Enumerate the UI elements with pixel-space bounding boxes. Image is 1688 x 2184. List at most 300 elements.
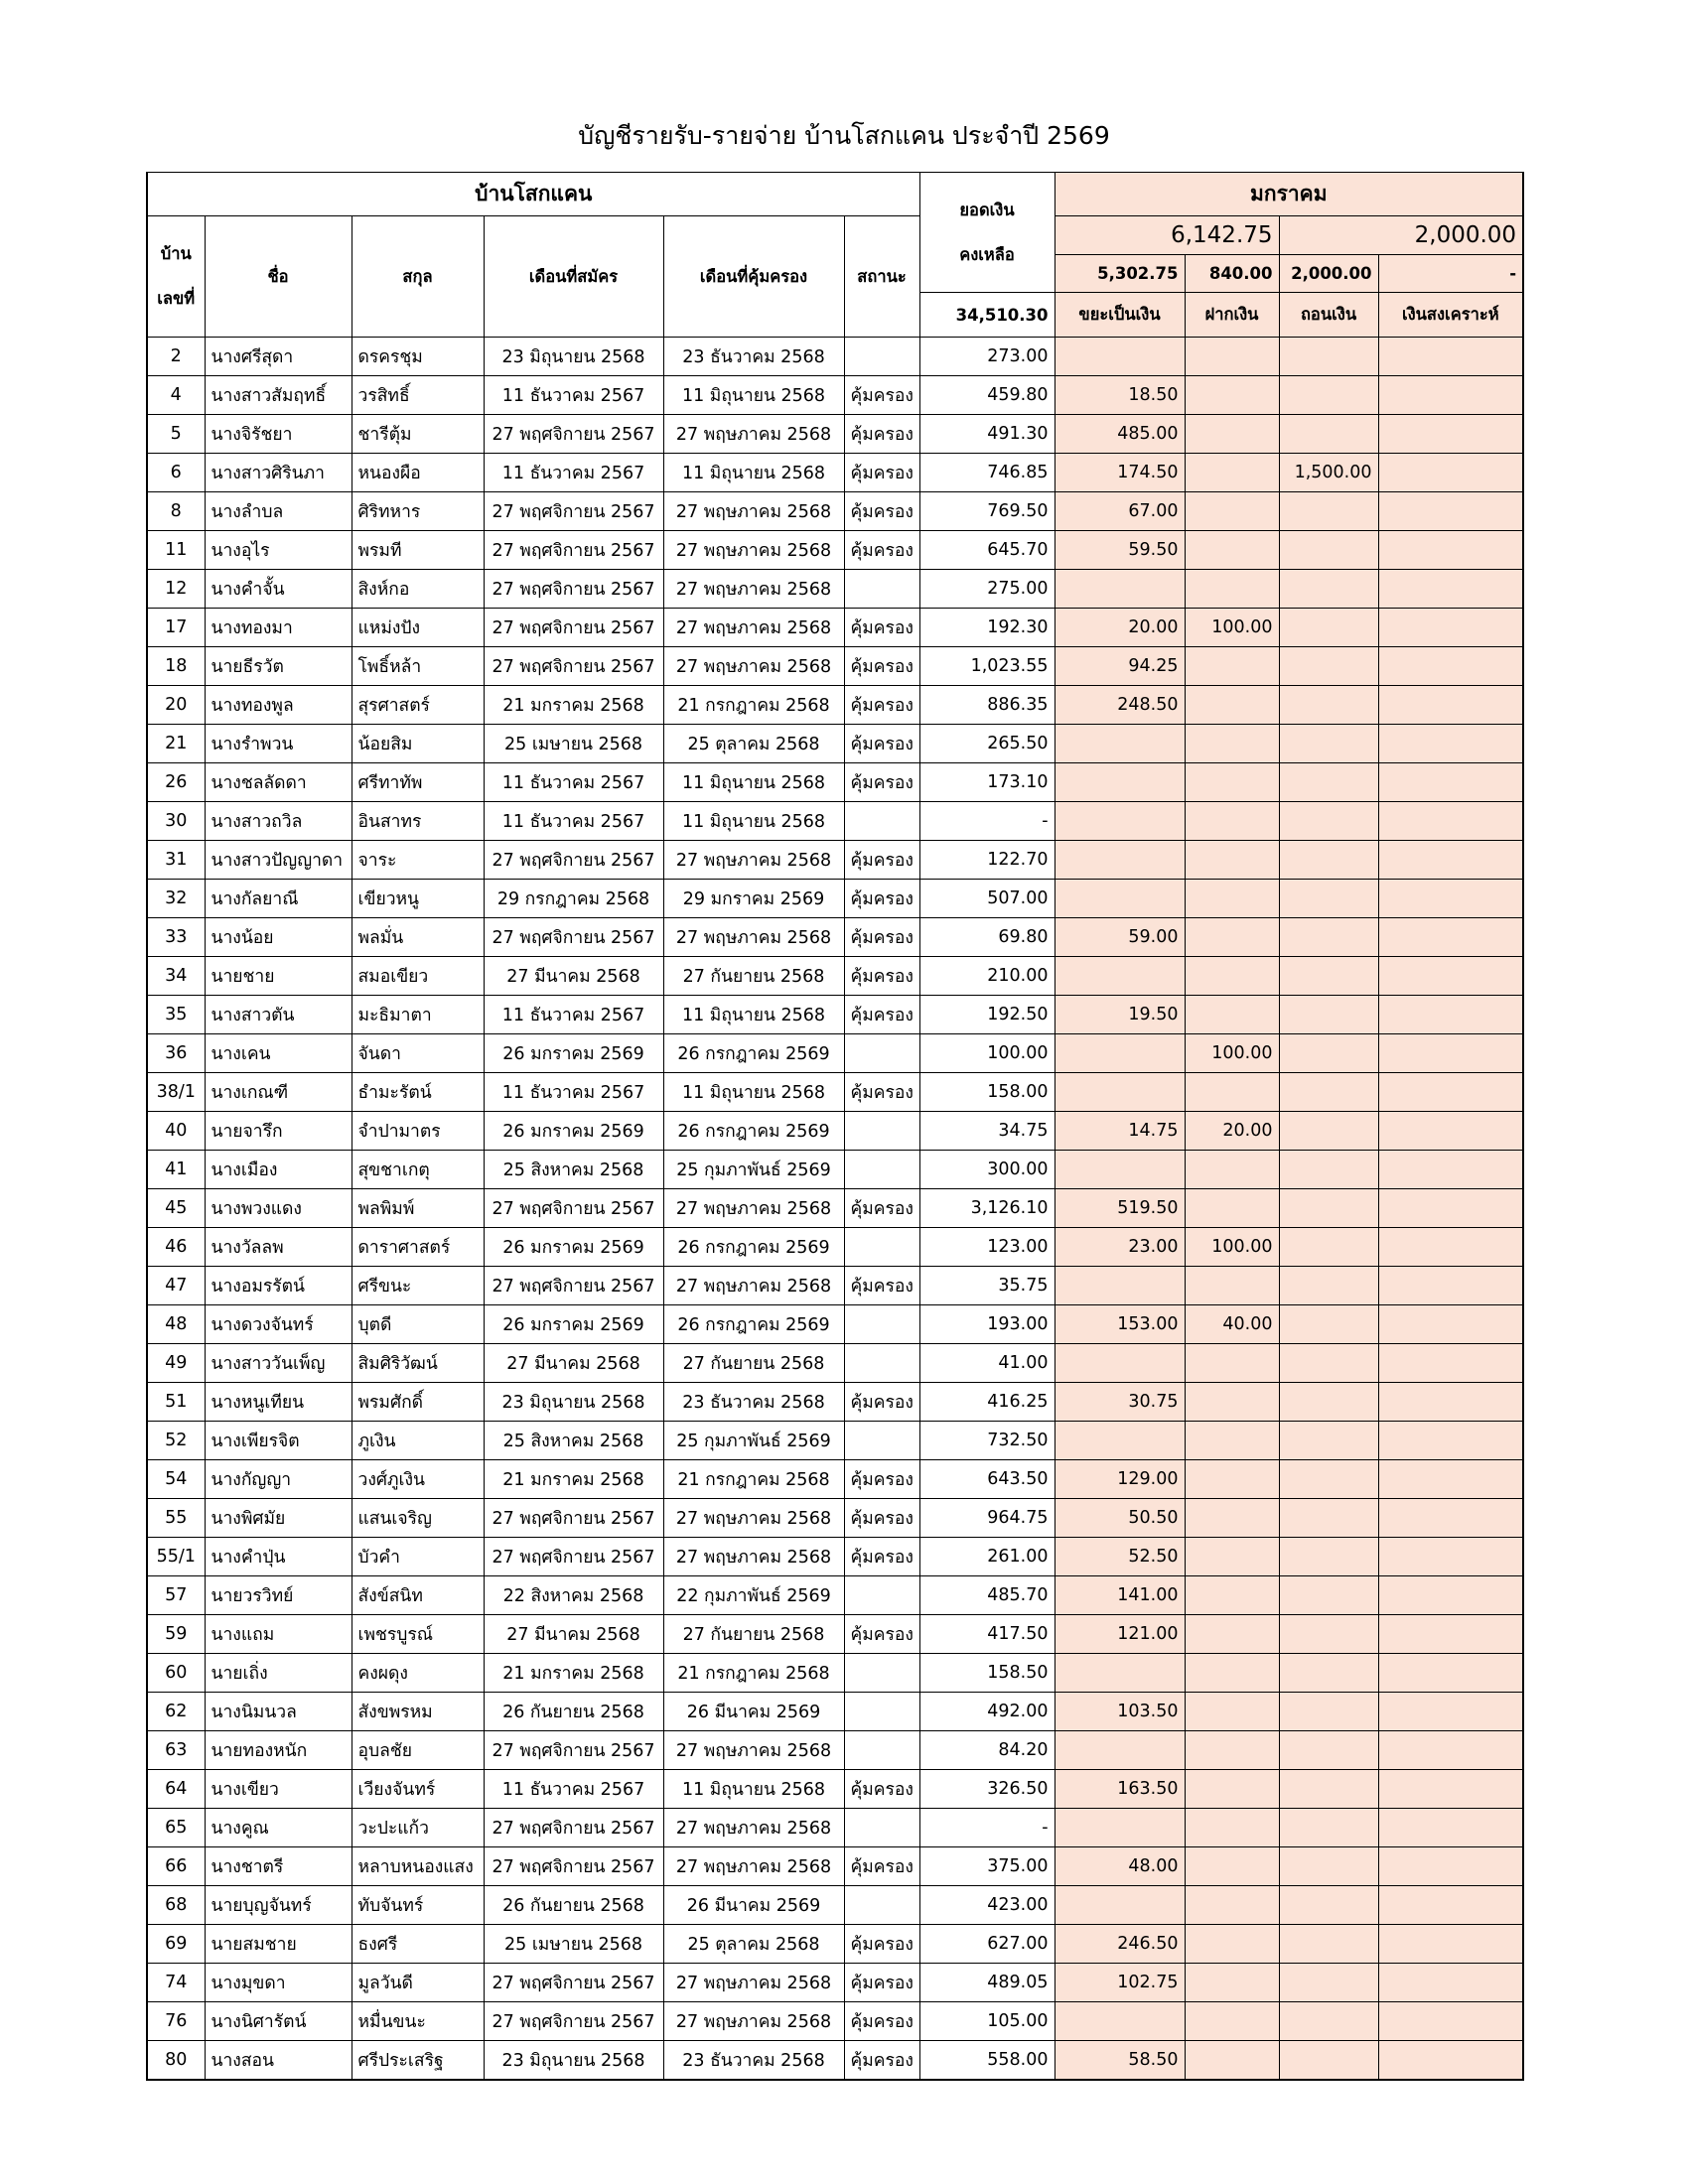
withdraw-cell [1279,1731,1378,1770]
welfare-cell [1378,1305,1523,1344]
deposit-cell: 100.00 [1185,609,1279,647]
table-row [147,1189,1523,1228]
surname-cell: วงศ์ภูเงิน [352,1460,484,1499]
house-no-cell: 63 [147,1731,205,1770]
deposit-cell [1185,570,1279,609]
withdraw-cell [1279,1112,1378,1151]
balance-header-line1: ยอดเงิน [959,200,1015,219]
balance-cell: 192.50 [919,996,1055,1034]
protected-cell: 26 กรกฎาคม 2569 [663,1112,844,1151]
col-name: ชื่อ [205,216,352,338]
deposit-cell [1185,1151,1279,1189]
balance-cell: 3,126.10 [919,1189,1055,1228]
house-no-cell: 5 [147,415,205,454]
deposit-cell [1185,1964,1279,2002]
applied-cell: 22 สิงหาคม 2568 [484,1576,663,1615]
waste-cell [1055,2002,1185,2041]
table-row [147,1538,1523,1576]
protected-cell: 26 กรกฎาคม 2569 [663,1305,844,1344]
name-cell: นางชาตรี [205,1847,352,1886]
name-cell: นายทองหนัก [205,1731,352,1770]
waste-cell: 30.75 [1055,1383,1185,1422]
balance-cell: 158.00 [919,1073,1055,1112]
surname-cell: พรมศักดิ์ [352,1383,484,1422]
surname-cell: พลมั่น [352,918,484,957]
balance-cell: 491.30 [919,415,1055,454]
table-row [147,957,1523,996]
balance-cell: 416.25 [919,1383,1055,1422]
welfare-cell [1378,647,1523,686]
status-cell: คุ้มครอง [844,2041,919,2081]
table-row [147,725,1523,763]
protected-cell: 21 กรกฎาคม 2568 [663,686,844,725]
status-cell: คุ้มครอง [844,531,919,570]
withdraw-cell [1279,1538,1378,1576]
withdraw-cell: 1,500.00 [1279,454,1378,492]
withdraw-cell [1279,1964,1378,2002]
waste-cell: 129.00 [1055,1460,1185,1499]
name-cell: นางนิศารัตน์ [205,2002,352,2041]
welfare-cell [1378,1499,1523,1538]
applied-cell: 11 ธันวาคม 2567 [484,1073,663,1112]
surname-cell: วะปะแก้ว [352,1809,484,1847]
balance-cell: 105.00 [919,2002,1055,2041]
withdraw-cell [1279,531,1378,570]
protected-cell: 27 พฤษภาคม 2568 [663,1809,844,1847]
waste-cell [1055,1344,1185,1383]
applied-cell: 27 พฤศจิกายน 2567 [484,841,663,880]
name-cell: นางศรีสุดา [205,338,352,376]
balance-cell: 158.50 [919,1654,1055,1693]
surname-cell: สุรศาสตร์ [352,686,484,725]
applied-cell: 27 พฤศจิกายน 2567 [484,1189,663,1228]
deposit-cell [1185,841,1279,880]
table-row [147,1344,1523,1383]
col-house-no [147,216,205,338]
withdraw-cell [1279,996,1378,1034]
waste-cell: 18.50 [1055,376,1185,415]
withdraw-cell [1279,1267,1378,1305]
balance-cell: 489.05 [919,1964,1055,2002]
deposit-cell [1185,880,1279,918]
deposit-cell [1185,918,1279,957]
status-cell: คุ้มครอง [844,1770,919,1809]
waste-cell [1055,763,1185,802]
welfare-cell [1378,686,1523,725]
balance-cell: 886.35 [919,686,1055,725]
deposit-cell [1185,1615,1279,1654]
applied-cell: 27 พฤศจิกายน 2567 [484,647,663,686]
status-cell: คุ้มครอง [844,1499,919,1538]
deposit-cell [1185,1499,1279,1538]
table-row [147,531,1523,570]
balance-cell: 643.50 [919,1460,1055,1499]
house-no-cell: 6 [147,454,205,492]
protected-cell: 26 กรกฎาคม 2569 [663,1034,844,1073]
welfare-cell [1378,802,1523,841]
name-cell: นายสมชาย [205,1925,352,1964]
table-row [147,1886,1523,1925]
surname-cell: ดรครชุม [352,338,484,376]
name-cell: นางกัลยาณี [205,880,352,918]
protected-cell: 27 พฤษภาคม 2568 [663,918,844,957]
balance-cell: 326.50 [919,1770,1055,1809]
deposit-cell [1185,1460,1279,1499]
deposit-cell [1185,1073,1279,1112]
surname-cell: ภูเงิน [352,1422,484,1460]
protected-cell: 23 ธันวาคม 2568 [663,338,844,376]
surname-cell: ธำมะรัตน์ [352,1073,484,1112]
table-row [147,1615,1523,1654]
surname-cell: คงผดุง [352,1654,484,1693]
protected-cell: 25 ตุลาคม 2568 [663,725,844,763]
surname-cell: ดาราศาสตร์ [352,1228,484,1267]
applied-cell: 27 พฤศจิกายน 2567 [484,1499,663,1538]
balance-cell: 459.80 [919,376,1055,415]
status-cell [844,338,919,376]
withdraw-cell [1279,647,1378,686]
table-row [147,1964,1523,2002]
surname-cell: จำปามาตร [352,1112,484,1151]
protected-cell: 11 มิถุนายน 2568 [663,1073,844,1112]
protected-cell: 23 ธันวาคม 2568 [663,2041,844,2081]
welfare-cell [1378,531,1523,570]
status-cell: คุ้มครอง [844,609,919,647]
balance-cell: 261.00 [919,1538,1055,1576]
waste-cell: 94.25 [1055,647,1185,686]
deposit-cell [1185,996,1279,1034]
name-cell: นางสาววันเพ็ญ [205,1344,352,1383]
status-cell: คุ้มครอง [844,725,919,763]
welfare-cell [1378,1189,1523,1228]
welfare-cell [1378,1073,1523,1112]
welfare-cell [1378,1460,1523,1499]
welfare-cell [1378,1731,1523,1770]
surname-cell: สิมศิริวัฒน์ [352,1344,484,1383]
surname-cell: เวียงจันทร์ [352,1770,484,1809]
table-row [147,1228,1523,1267]
waste-cell [1055,802,1185,841]
status-cell [844,1654,919,1693]
sum-right: 2,000.00 [1279,216,1523,255]
welfare-cell [1378,1693,1523,1731]
withdraw-cell [1279,609,1378,647]
waste-cell: 153.00 [1055,1305,1185,1344]
name-cell: นางคำปุ่น [205,1538,352,1576]
surname-cell: เพชรบูรณ์ [352,1615,484,1654]
surname-cell: อุบลชัย [352,1731,484,1770]
name-cell: นายธีรวัต [205,647,352,686]
name-cell: นางสาวปัญญาดา [205,841,352,880]
table-row [147,1770,1523,1809]
col-status: สถานะ [844,216,919,338]
table-row [147,1654,1523,1693]
name-cell: นางเมือง [205,1151,352,1189]
protected-cell: 21 กรกฎาคม 2568 [663,1460,844,1499]
house-no-cell: 59 [147,1615,205,1654]
name-cell: นางจิรัชยา [205,415,352,454]
col-welfare: เงินสงเคราะห์ [1378,293,1523,338]
deposit-cell [1185,1267,1279,1305]
table-row [147,1422,1523,1460]
house-no-cell: 55/1 [147,1538,205,1576]
deposit-cell [1185,1383,1279,1422]
protected-cell: 27 พฤษภาคม 2568 [663,1538,844,1576]
applied-cell: 21 มกราคม 2568 [484,686,663,725]
waste-cell [1055,957,1185,996]
waste-cell: 50.50 [1055,1499,1185,1538]
name-cell: นายเถิ่ง [205,1654,352,1693]
waste-cell: 20.00 [1055,609,1185,647]
welfare-cell [1378,338,1523,376]
surname-cell: น้อยสิม [352,725,484,763]
status-cell: คุ้มครอง [844,1847,919,1886]
balance-header [919,173,1055,293]
table-row [147,415,1523,454]
deposit-cell [1185,1422,1279,1460]
withdraw-cell [1279,1847,1378,1886]
status-cell: คุ้มครอง [844,918,919,957]
withdraw-cell [1279,1576,1378,1615]
surname-cell: จาระ [352,841,484,880]
waste-cell: 14.75 [1055,1112,1185,1151]
surname-cell: หนองผือ [352,454,484,492]
deposit-cell [1185,454,1279,492]
house-no-cell: 80 [147,2041,205,2081]
balance-cell: 193.00 [919,1305,1055,1344]
withdraw-cell [1279,1383,1378,1422]
deposit-cell [1185,1654,1279,1693]
welfare-cell [1378,1151,1523,1189]
balance-cell: 34.75 [919,1112,1055,1151]
withdraw-cell [1279,725,1378,763]
ledger-table [146,172,1524,2081]
status-cell: คุ้มครอง [844,1189,919,1228]
balance-cell: 41.00 [919,1344,1055,1383]
withdraw-cell [1279,841,1378,880]
protected-cell: 27 กันยายน 2568 [663,1615,844,1654]
balance-cell: 275.00 [919,570,1055,609]
surname-cell: สังข์สนิท [352,1576,484,1615]
status-cell [844,1809,919,1847]
ledger-body [147,338,1523,2081]
month-header: มกราคม [1055,173,1523,216]
waste-cell: 141.00 [1055,1576,1185,1615]
house-no-cell: 74 [147,1964,205,2002]
status-cell [844,1422,919,1460]
name-cell: นางสาวศิรินภา [205,454,352,492]
applied-cell: 11 ธันวาคม 2567 [484,802,663,841]
protected-cell: 27 พฤษภาคม 2568 [663,531,844,570]
protected-cell: 27 พฤษภาคม 2568 [663,1847,844,1886]
name-cell: นางเขียว [205,1770,352,1809]
protected-cell: 27 กันยายน 2568 [663,1344,844,1383]
protected-cell: 22 กุมภาพันธ์ 2569 [663,1576,844,1615]
applied-cell: 27 พฤศจิกายน 2567 [484,1267,663,1305]
protected-cell: 25 ตุลาคม 2568 [663,1925,844,1964]
protected-cell: 26 กรกฎาคม 2569 [663,1228,844,1267]
name-cell: นายจารึก [205,1112,352,1151]
waste-cell: 23.00 [1055,1228,1185,1267]
house-no-cell: 33 [147,918,205,957]
protected-cell: 27 พฤษภาคม 2568 [663,1731,844,1770]
house-no-cell: 51 [147,1383,205,1422]
welfare-cell [1378,415,1523,454]
name-cell: นางสอน [205,2041,352,2081]
balance-cell: 273.00 [919,338,1055,376]
withdraw-cell [1279,1073,1378,1112]
balance-cell: 84.20 [919,1731,1055,1770]
deposit-cell [1185,1538,1279,1576]
subtotal-welfare: - [1378,255,1523,293]
table-row [147,802,1523,841]
balance-cell: 123.00 [919,1228,1055,1267]
applied-cell: 26 กันยายน 2568 [484,1886,663,1925]
balance-cell: 492.00 [919,1693,1055,1731]
welfare-cell [1378,918,1523,957]
deposit-cell [1185,1731,1279,1770]
applied-cell: 26 มกราคม 2569 [484,1112,663,1151]
withdraw-cell [1279,1151,1378,1189]
house-no-cell: 52 [147,1422,205,1460]
waste-cell [1055,841,1185,880]
name-cell: นางนิมนวล [205,1693,352,1731]
balance-cell: 1,023.55 [919,647,1055,686]
waste-cell: 59.00 [1055,918,1185,957]
applied-cell: 27 พฤศจิกายน 2567 [484,531,663,570]
waste-cell [1055,1731,1185,1770]
house-no-cell: 65 [147,1809,205,1847]
applied-cell: 11 ธันวาคม 2567 [484,996,663,1034]
withdraw-cell [1279,918,1378,957]
waste-cell: 519.50 [1055,1189,1185,1228]
balance-cell: 507.00 [919,880,1055,918]
waste-cell: 102.75 [1055,1964,1185,2002]
welfare-cell [1378,492,1523,531]
table-row [147,454,1523,492]
surname-cell: ศิริทหาร [352,492,484,531]
house-no-cell: 21 [147,725,205,763]
applied-cell: 11 ธันวาคม 2567 [484,376,663,415]
deposit-cell: 100.00 [1185,1228,1279,1267]
sum-left: 6,142.75 [1055,216,1279,255]
withdraw-cell [1279,2041,1378,2081]
name-cell: นางเคน [205,1034,352,1073]
waste-cell: 19.50 [1055,996,1185,1034]
applied-cell: 27 มีนาคม 2568 [484,1615,663,1654]
balance-cell: 964.75 [919,1499,1055,1538]
applied-cell: 27 พฤศจิกายน 2567 [484,1847,663,1886]
protected-cell: 27 พฤษภาคม 2568 [663,647,844,686]
status-cell: คุ้มครอง [844,686,919,725]
balance-cell: 746.85 [919,454,1055,492]
withdraw-cell [1279,415,1378,454]
status-cell: คุ้มครอง [844,1383,919,1422]
status-cell [844,1034,919,1073]
applied-cell: 27 พฤศจิกายน 2567 [484,1731,663,1770]
applied-cell: 27 มีนาคม 2568 [484,957,663,996]
status-cell: คุ้มครอง [844,1460,919,1499]
protected-cell: 11 มิถุนายน 2568 [663,802,844,841]
balance-cell: 122.70 [919,841,1055,880]
deposit-cell: 100.00 [1185,1034,1279,1073]
house-no-cell: 32 [147,880,205,918]
withdraw-cell [1279,1693,1378,1731]
applied-cell: 26 มกราคม 2569 [484,1228,663,1267]
house-no-cell: 60 [147,1654,205,1693]
withdraw-cell [1279,1228,1378,1267]
withdraw-cell [1279,492,1378,531]
welfare-cell [1378,1228,1523,1267]
applied-cell: 29 กรกฎาคม 2568 [484,880,663,918]
waste-cell [1055,1151,1185,1189]
welfare-cell [1378,725,1523,763]
surname-cell: ศรีทาทัพ [352,763,484,802]
welfare-cell [1378,609,1523,647]
status-cell: คุ้มครอง [844,880,919,918]
balance-cell: 558.00 [919,2041,1055,2081]
balance-cell: 35.75 [919,1267,1055,1305]
waste-cell [1055,1886,1185,1925]
applied-cell: 27 พฤศจิกายน 2567 [484,2002,663,2041]
house-no-cell: 2 [147,338,205,376]
table-row [147,1151,1523,1189]
house-no-cell: 11 [147,531,205,570]
applied-cell: 27 พฤศจิกายน 2567 [484,415,663,454]
surname-cell: แหม่งปัง [352,609,484,647]
table-row [147,647,1523,686]
status-cell [844,1576,919,1615]
name-cell: นางน้อย [205,918,352,957]
status-cell [844,1228,919,1267]
col-withdraw: ถอนเงิน [1279,293,1378,338]
surname-cell: โพธิ์หล้า [352,647,484,686]
table-row [147,1925,1523,1964]
status-cell: คุ้มครอง [844,647,919,686]
house-no-cell: 20 [147,686,205,725]
protected-cell: 27 พฤษภาคม 2568 [663,492,844,531]
waste-cell [1055,1267,1185,1305]
protected-cell: 11 มิถุนายน 2568 [663,996,844,1034]
table-row [147,1267,1523,1305]
protected-cell: 27 พฤษภาคม 2568 [663,841,844,880]
withdraw-cell [1279,1422,1378,1460]
table-row [147,880,1523,918]
subtotal-withdraw: 2,000.00 [1279,255,1378,293]
waste-cell [1055,725,1185,763]
surname-cell: เขียวหนู [352,880,484,918]
surname-cell: ทับจันทร์ [352,1886,484,1925]
table-row [147,1809,1523,1847]
name-cell: นางดวงจันทร์ [205,1305,352,1344]
table-row [147,338,1523,376]
withdraw-cell [1279,1460,1378,1499]
welfare-cell [1378,1964,1523,2002]
deposit-cell [1185,725,1279,763]
withdraw-cell [1279,1499,1378,1538]
house-no-cell: 17 [147,609,205,647]
table-row [147,2002,1523,2041]
house-no-cell: 48 [147,1305,205,1344]
deposit-cell [1185,1886,1279,1925]
name-cell: นางลำบล [205,492,352,531]
protected-cell: 27 พฤษภาคม 2568 [663,1499,844,1538]
deposit-cell [1185,647,1279,686]
status-cell: คุ้มครอง [844,841,919,880]
balance-cell: - [919,1809,1055,1847]
applied-cell: 27 พฤศจิกายน 2567 [484,918,663,957]
applied-cell: 23 มิถุนายน 2568 [484,2041,663,2081]
